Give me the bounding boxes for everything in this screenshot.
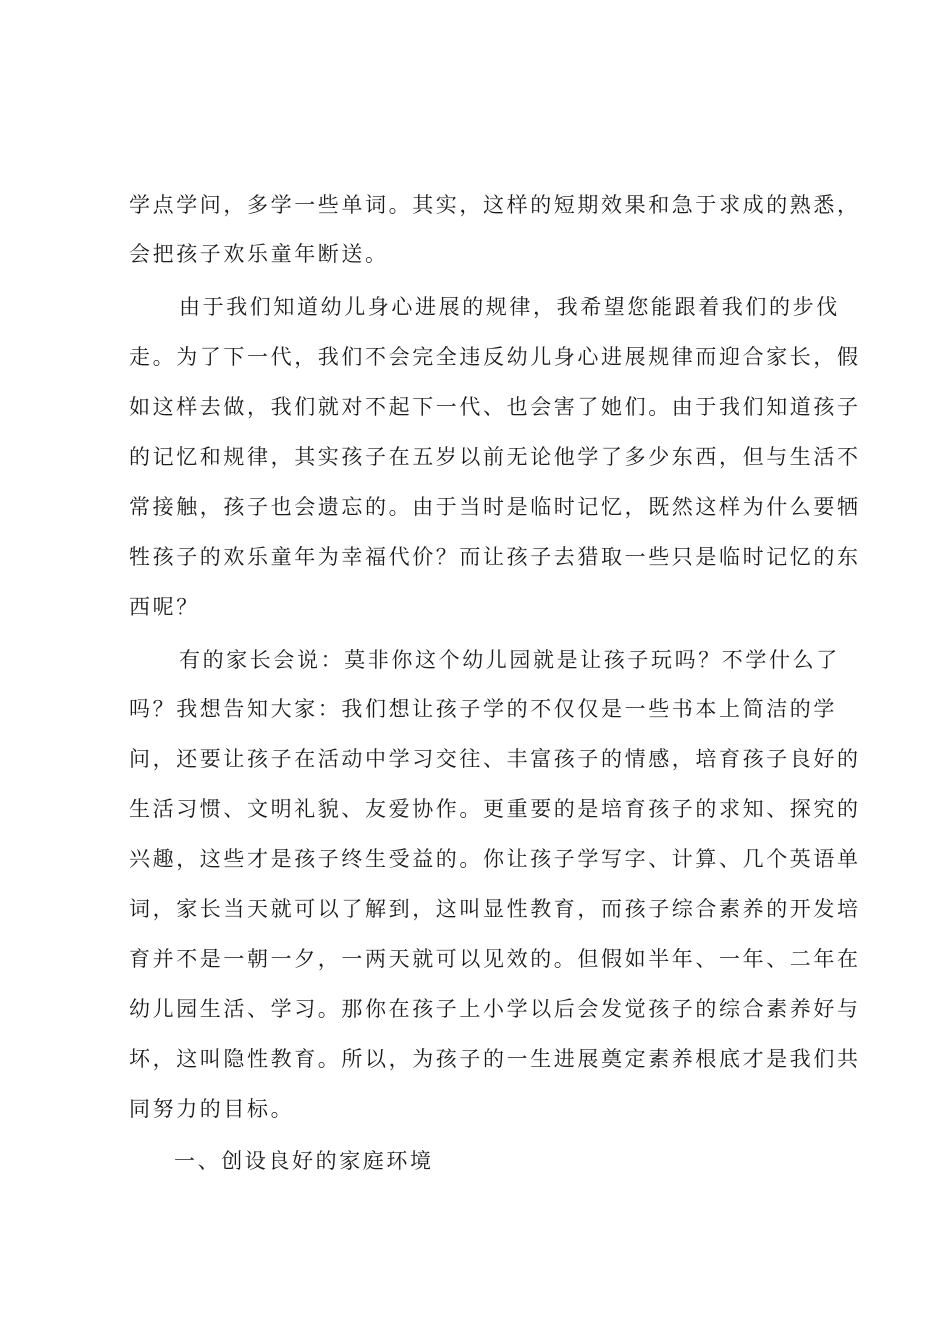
paragraph-line: 有的家长会说：莫非你这个幼儿园就是让孩子玩吗？不学什么了 [179,648,840,672]
paragraph-line: 生活习惯、文明礼貌、友爱协作。更重要的是培育孩子的求知、探究的 [129,797,861,821]
paragraph-line: 走。为了下一代，我们不会完全违反幼儿身心进展规律而迎合家长，假 [129,345,861,369]
paragraph-line: 幼儿园生活、学习。那你在孩子上小学以后会发觉孩子的综合素养好与 [129,997,861,1021]
paragraph-line: 的记忆和规律，其实孩子在五岁以前无论他学了多少东西，但与生活不 [129,445,861,469]
paragraph-line: 吗？我想告知大家：我们想让孩子学的不仅仅是一些书本上简洁的学 [129,697,837,721]
paragraph-line: 育并不是一朝一夕，一两天就可以见效的。但假如半年、一年、二年在 [129,947,861,971]
paragraph-line: 会把孩子欢乐童年断送。 [129,242,389,266]
paragraph-line: 兴趣，这些才是孩子终生受益的。你让孩子学写字、计算、几个英语单 [129,847,861,871]
paragraph-line: 西呢？ [129,595,200,619]
paragraph-line: 词，家长当天就可以了解到，这叫显性教育，而孩子综合素养的开发培 [129,897,861,921]
paragraph-line: 同努力的目标。 [129,1097,295,1121]
paragraph-line: 牲孩子的欢乐童年为幸福代价？而让孩子去猎取一些只是临时记忆的东 [129,545,861,569]
paragraph-line: 如这样去做，我们就对不起下一代、也会害了她们。由于我们知道孩子 [129,395,861,419]
section-heading: 一、创设良好的家庭环境 [174,1149,434,1173]
paragraph-line: 坏，这叫隐性教育。所以，为孩子的一生进展奠定素养根底才是我们共 [129,1047,861,1071]
paragraph-line: 学点学问，多学一些单词。其实，这样的短期效果和急于求成的熟悉， [129,193,861,217]
paragraph-line: 常接触，孩子也会遗忘的。由于当时是临时记忆，既然这样为什么要牺 [129,495,861,519]
paragraph-line: 问，还要让孩子在活动中学习交往、丰富孩子的情感，培育孩子良好的 [129,747,861,771]
paragraph-line: 由于我们知道幼儿身心进展的规律，我希望您能跟着我们的步伐 [179,295,840,319]
